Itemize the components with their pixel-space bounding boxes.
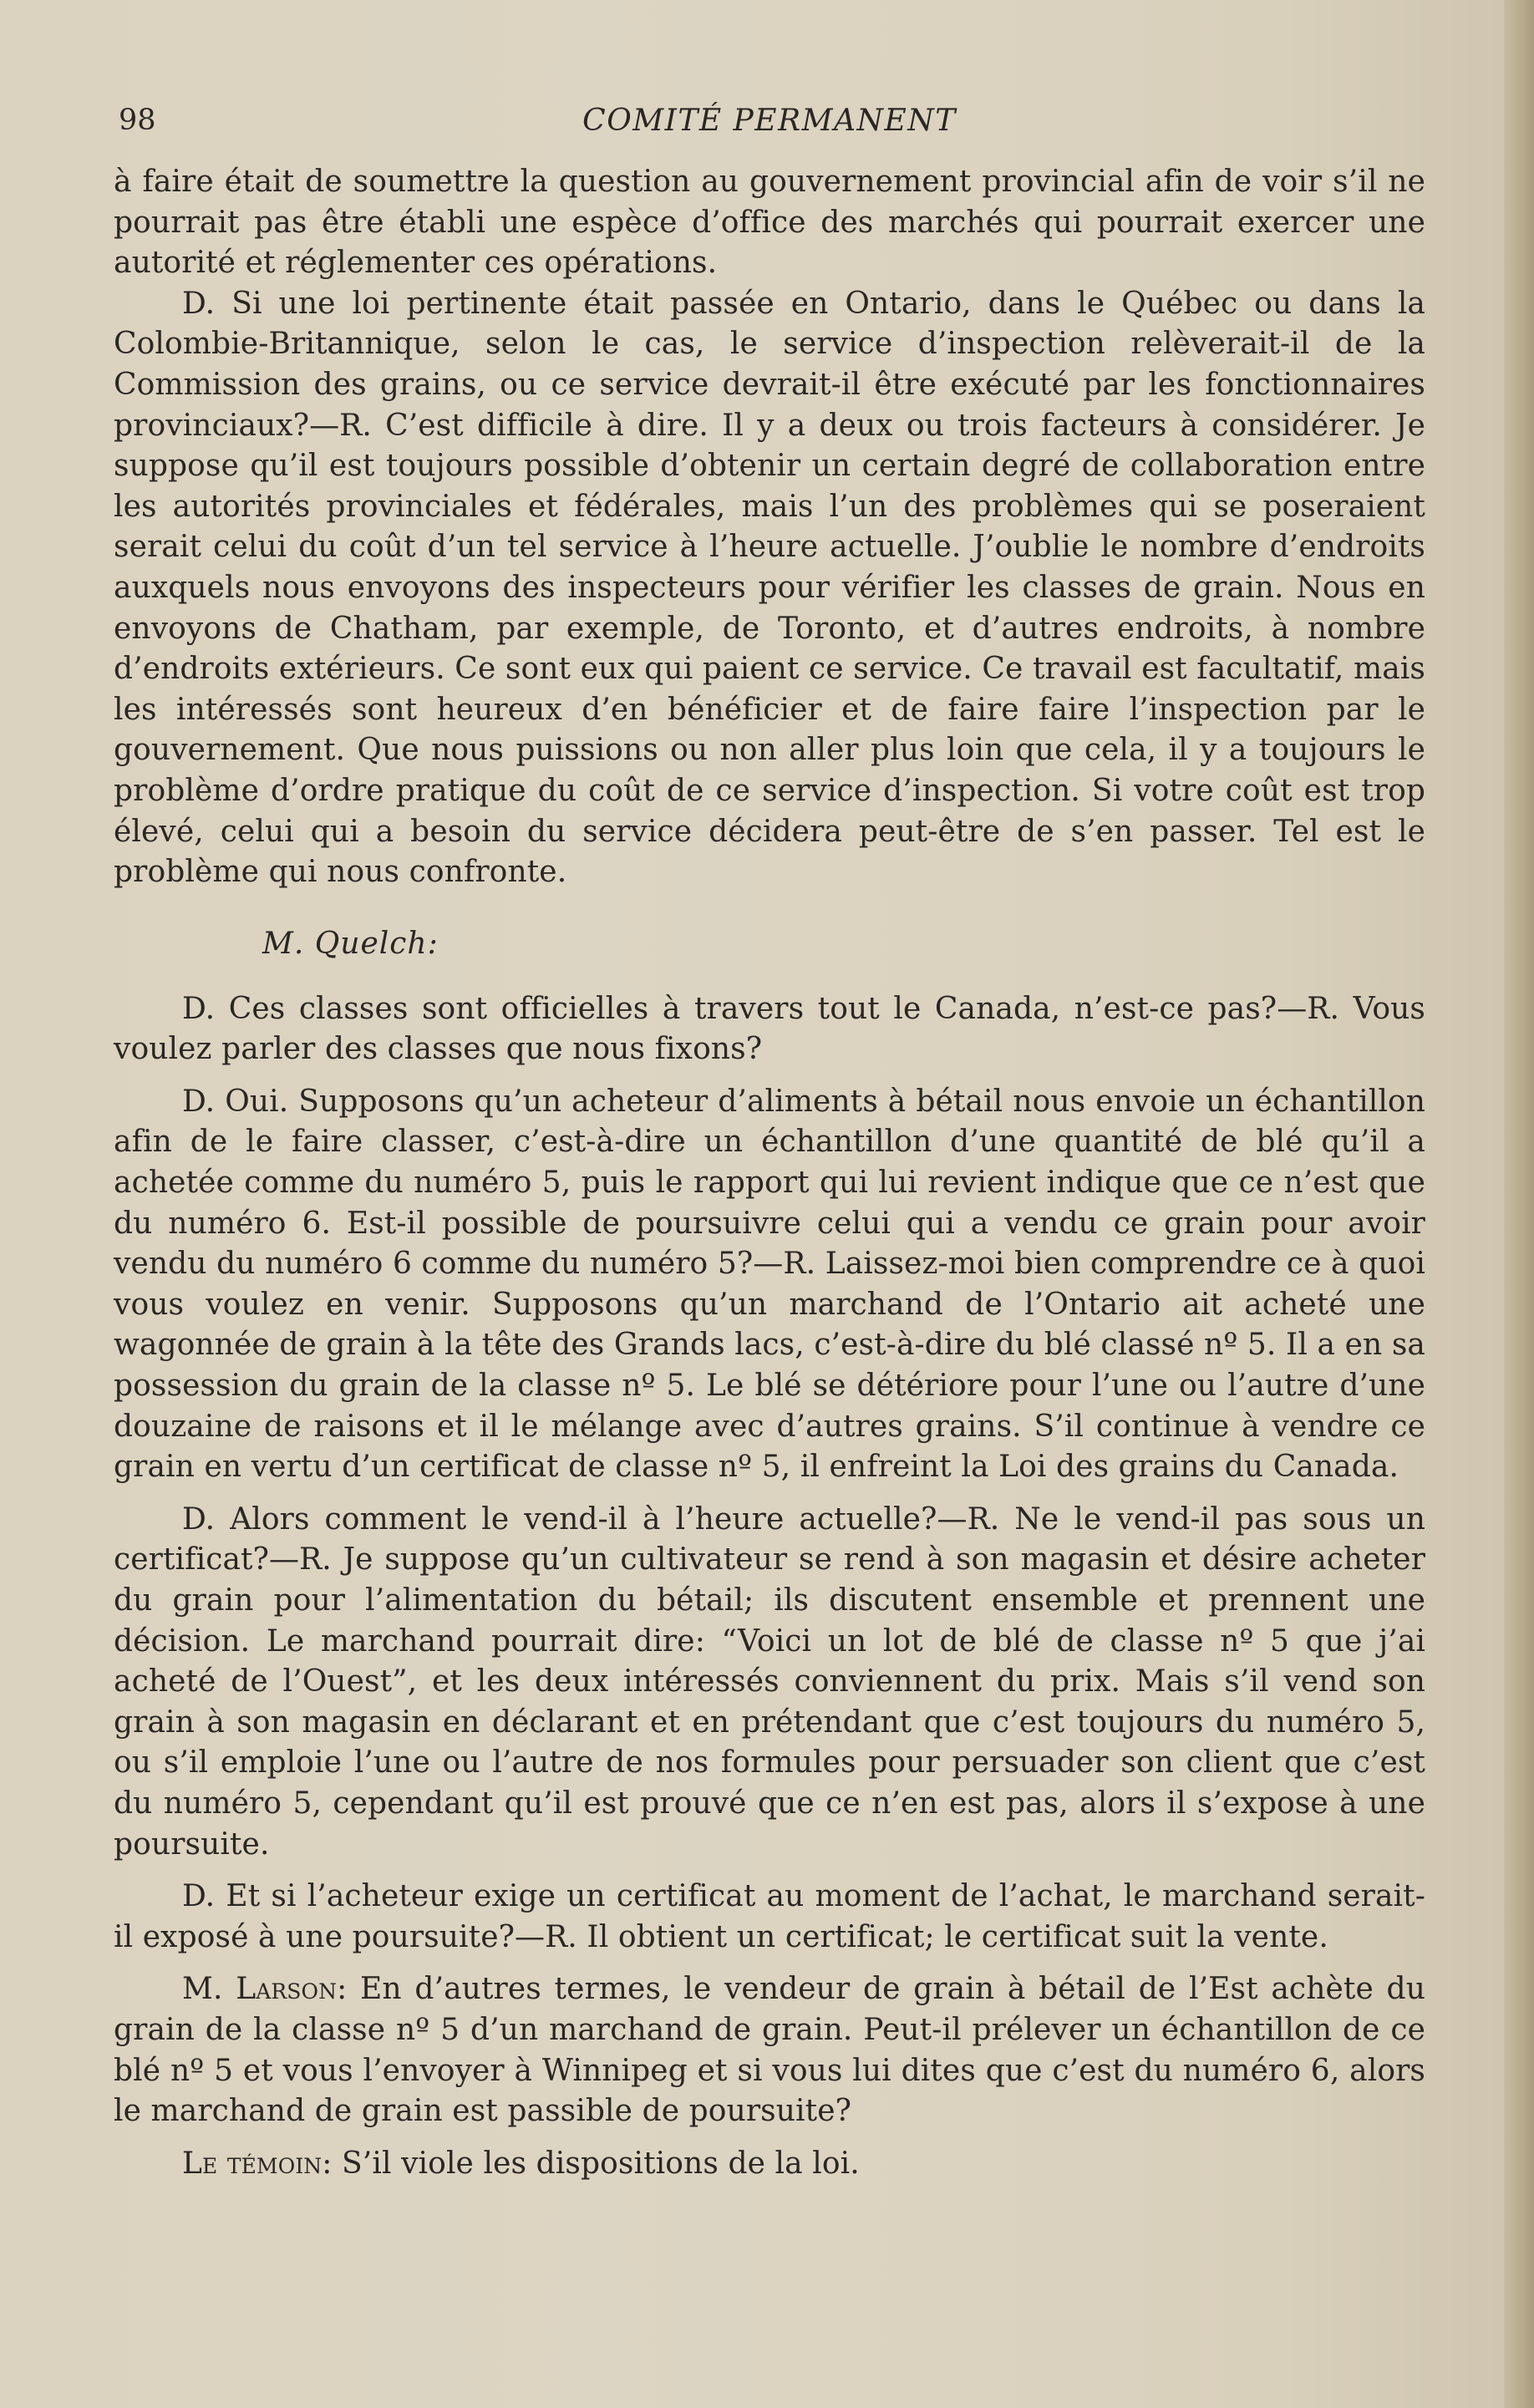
body-text <box>114 162 1425 2184</box>
page-header <box>114 94 1425 144</box>
paragraph-larson <box>114 1969 1425 2131</box>
paragraph-question-4: D. Alors comment le vend-il à l’heure actuelle?—R. Ne le vend-il pas sous un certificat?—R. Je suppose qu’un cultivateur se rend à son magasin et désire acheter du grain pour l’alimentation du bétail; ils discutent ensemble et prennent une décision. Le marchand pourrait dire: “Voici un lot de blé de classe nº 5 que j’ai acheté de l’Ouest”, et les deux intéressés conviennent du prix. Mais s’il vend son grain à son magasin en déclarant et en prétendant que c’est toujours du numéro 5, ou s’il emploie l’une ou l’autre de nos formules pour persuader son client que c’est du numéro 5, cependant qu’il est prouvé que ce n’en est pas, alors il s’expose à une poursuite. <box>114 1501 1425 1862</box>
paragraph-question-5: D. Et si l’acheteur exige un certificat au moment de l’achat, le marchand serait-il exposé à une poursuite?—R. Il obtient un certificat; le certificat suit la vente. <box>114 1879 1425 1954</box>
paragraph-question-2: D. Ces classes sont officielles à travers tout le Canada, n’est-ce pas?—R. Vous voulez parler des classes que nous fixons? <box>114 991 1425 1067</box>
speaker-larson: M. Larson: <box>182 1972 348 2007</box>
paragraph-continuation: à faire était de soumettre la question au gouvernement provincial afin de voir s’il ne pourrait pas être établi une espèce d’office des marchés qui pourrait exercer une autorité et réglementer ces opérations. <box>114 165 1425 281</box>
paragraph-question-3: D. Oui. Supposons qu’un acheteur d’aliments à bétail nous envoie un échantillon afin de le faire classer, c’est-à-dire un échantillon d’une quantité de blé qu’il a achetée comme du numéro 5, puis le rapport qui lui revient indique que ce n’est que du numéro 6. Est-il possible de poursuivre celui qui a vendu ce grain pour avoir vendu du numéro 6 comme du numéro 5?—R. Laissez-moi bien comprendre ce à quoi vous voulez en venir. Supposons qu’un marchand de l’Ontario ait acheté une wagonnée de grain à la tête des Grands lacs, c’est-à-dire du blé classé nº 5. Il a en sa possession du grain de la classe nº 5. Le blé se détériore pour l’une ou l’autre d’une douzaine de raisons et il le mélange avec d’autres grains. S’il continue à vendre ce grain en vertu d’un certificat de classe nº 5, il enfreint la Loi des grains du Canada. <box>114 1084 1425 1485</box>
running-title: COMITÉ PERMANENT <box>582 104 957 138</box>
paragraph-question-1: D. Si une loi pertinente était passée en Ontario, dans le Québec ou dans la Colombie-Britannique, selon le cas, le service d’inspection relèverait-il de la Commission des grains, ou ce service devrait-il être exécuté par les fonctionnaires provinciaux?—R. C’est difficile à dire. Il y a deux ou trois facteurs à considérer. Je suppose qu’il est toujours possible d’obtenir un certain degré de collaboration entre les autorités provinciales et fédérales, mais l’un des problèmes qui se poseraient serait celui du coût d’un tel service à l’heure actuelle. J’oublie le nombre d’endroits auxquels nous envoyons des inspecteurs pour vérifier les classes de grain. Nous en envoyons de Chatham, par exemple, de Toronto, et d’autres endroits, à nombre d’endroits extérieurs. Ce sont eux qui paient ce service. Ce travail est facultatif, mais les intéressés sont heureux d’en bénéficier et de faire faire l’inspection par le gouvernement. Que nous puissions ou non aller plus loin que cela, il y a toujours le problème d’ordre pratique du coût de ce service d’inspection. Si votre coût est trop élevé, celui qui a besoin du service décidera peut-être de s’en passer. Tel est le problème qui nous confronte. <box>114 286 1425 890</box>
paragraph-witness <box>114 2144 1425 2185</box>
page-content <box>114 94 1425 2184</box>
speaker-witness: Le témoin: <box>182 2146 333 2181</box>
page-edge-shadow <box>1504 0 1534 2408</box>
speaker-heading-quelch: M. Quelch: <box>262 926 439 961</box>
larson-text: En d’autres termes, le vendeur de grain à bétail de l’Est achète du grain de la classe nº 5 d’un marchand de grain. Peut-il prélever un échantillon de ce blé nº 5 et vous l’envoyer à Winnipeg et si vous lui dites que c’est du numéro 6, alors le marchand de grain est passible de poursuite? <box>114 1972 1425 2129</box>
witness-text: S’il viole les dispositions de la loi. <box>342 2146 860 2181</box>
page-number: 98 <box>119 104 156 137</box>
